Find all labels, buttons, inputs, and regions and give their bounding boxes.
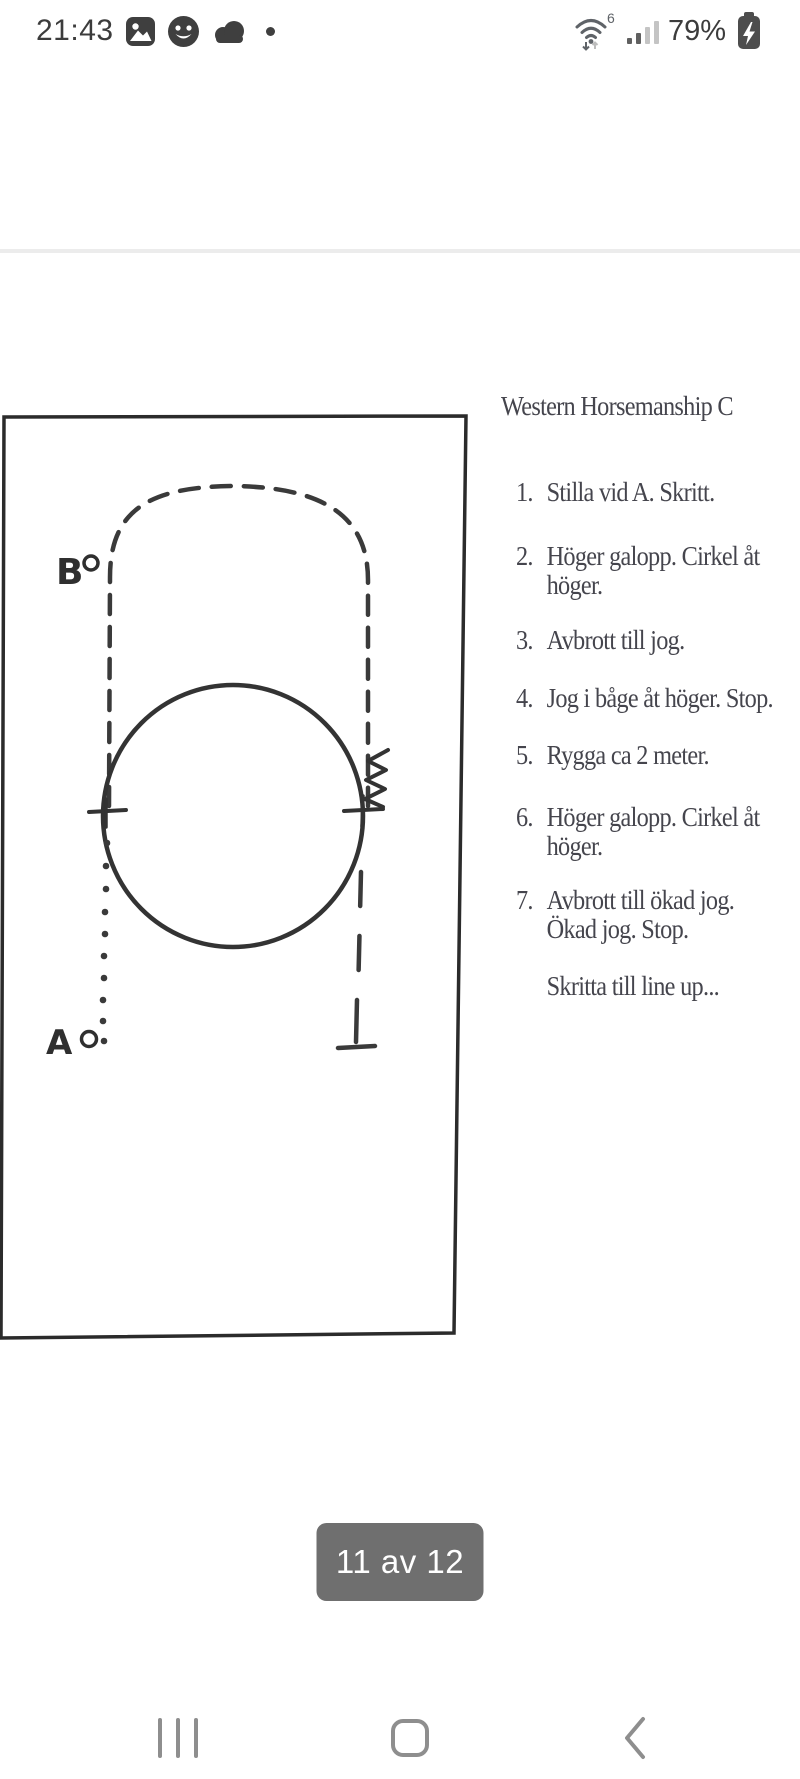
item-number: 2.: [516, 541, 533, 571]
jog-line-dashed: [358, 872, 361, 996]
marker-a-circle: [82, 1032, 97, 1047]
item-number: 1.: [516, 477, 533, 507]
item-text: Höger galopp. Cirkel åt: [546, 802, 760, 832]
instruction-item: [516, 542, 759, 600]
item-number: 6.: [516, 802, 533, 832]
instruction-item: [516, 886, 734, 944]
battery-percent: 79%: [667, 14, 726, 47]
item-text: Ökad jog. Stop.: [546, 914, 689, 944]
item-text: Jog i båge åt höger. Stop.: [546, 683, 773, 713]
back-icon[interactable]: [622, 1714, 648, 1762]
marker-b-label: B: [56, 552, 84, 593]
item-number: 7.: [516, 885, 533, 915]
instruction-item: [516, 478, 714, 507]
svg-text:6: 6: [606, 11, 615, 26]
instruction-item: [516, 626, 684, 655]
item-text: Rygga ca 2 meter.: [546, 740, 709, 770]
item-text: Höger galopp. Cirkel åt: [546, 541, 760, 571]
page-indicator-badge: [317, 1523, 484, 1601]
pattern-title: Western Horsemanship C: [501, 391, 733, 421]
jog-circle: [103, 685, 363, 947]
item-text: Stilla vid A. Skritt.: [546, 477, 715, 507]
navigation-bar: [0, 1697, 800, 1779]
stop-stem: [356, 1000, 357, 1042]
item-text: höger.: [546, 831, 603, 861]
recents-icon[interactable]: [158, 1718, 198, 1758]
backup-zigzag: [365, 750, 388, 807]
item-text: höger.: [546, 570, 603, 600]
instruction-item: [516, 684, 773, 713]
item-text: Avbrott till ökad jog.: [546, 885, 735, 915]
item-number: 3.: [516, 625, 533, 655]
clock: 21:43: [36, 14, 114, 47]
item-text: Avbrott till jog.: [546, 625, 685, 655]
lope-path-dashed: [109, 486, 368, 806]
closing-note: Skritta till line up...: [546, 971, 720, 1001]
marker-b-circle: [84, 556, 98, 570]
stop-bar: [338, 1046, 375, 1048]
walk-dotted-line: [100, 840, 111, 1045]
marker-a-label: A: [46, 1023, 73, 1063]
page-indicator-text: 11 av 12: [335, 1543, 465, 1580]
item-number: 4.: [516, 683, 533, 713]
instruction-item: [516, 803, 759, 861]
instruction-item: [516, 741, 709, 770]
right-transition-tick: [362, 796, 363, 826]
home-icon[interactable]: [391, 1719, 429, 1757]
item-number: 5.: [516, 740, 533, 770]
